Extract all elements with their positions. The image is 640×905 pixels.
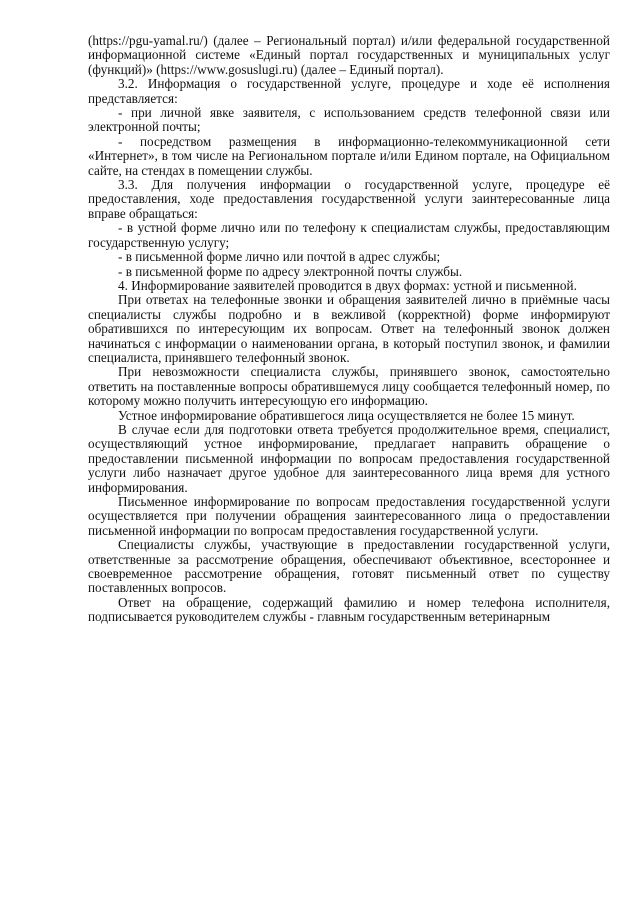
document-page bbox=[88, 34, 610, 625]
paragraph-4: 4. Информирование заявителей проводится в двух формах: устной и письменной. bbox=[118, 277, 577, 293]
paragraph-3-2: 3.2. Информация о государственной услуге, процедуре и ходе её исполнения представляется: bbox=[88, 76, 610, 106]
paragraph-cannot-answer: При невозможности специалиста службы, принявшего звонок, самостоятельно ответить на поставленные вопросы обратившемуся лицу сообщается телефонный номер, по которому можно получить интересующую его информацию. bbox=[88, 364, 610, 409]
paragraph-specialists: Специалисты службы, участвующие в предоставлении государственной услуги, ответственные за рассмотрение обращения, обеспечивают объективное, всестороннее и своевременное рассмотрение обращения, готовят письменный ответ по существу поставленных вопросов. bbox=[88, 537, 610, 596]
list-item-written-mail: - в письменной форме лично или почтой в адрес службы; bbox=[118, 249, 441, 265]
paragraph-answer-signed: Ответ на обращение, содержащий фамилию и номер телефона исполнителя, подписывается руководителем службы - главным государственным ветеринарным bbox=[88, 594, 610, 625]
list-item-personal-visit: - при личной явке заявителя, с использованием средств телефонной связи или электронной почты; bbox=[88, 105, 610, 135]
list-item-oral-form: - в устной форме лично или по телефону к специалистам службы, предоставляющим государственную услугу; bbox=[88, 220, 610, 250]
paragraph-written-informing: Письменное информирование по вопросам предоставления государственной услуги осуществляется при получении обращения заинтересованного лица о предоставлении письменной информации по вопросам предоставления государственной услуги. bbox=[88, 494, 610, 538]
list-item-written-email: - в письменной форме по адресу электронной почты службы. bbox=[118, 263, 463, 279]
paragraph-3-3: 3.3. Для получения информации о государственной услуге, процедуре её предоставления, ходе предоставления государственной услуги заинтересованные лица вправе обращаться: bbox=[88, 177, 610, 221]
paragraph-portal-continuation: (https://pgu-yamal.ru/) (далее – Региональный портал) и/или федеральной государственной информационной системе «Единый портал государственных и муниципальных услуг (функций)» (https://www.gosuslugi.ru) (далее – Единый портал). bbox=[88, 33, 610, 77]
paragraph-phone-answers: При ответах на телефонные звонки и обращения заявителей лично в приёмные часы специалисты службы подробно и в вежливой (корректной) форме информируют обратившихся по интересующим их вопросам. Ответ на телефонный звонок должен начинаться с информации о наименовании органа, в который поступил звонок, и фамилии специалиста, принявшего телефонный звонок. bbox=[88, 292, 610, 365]
paragraph-long-time: В случае если для подготовки ответа требуется продолжительное время, специалист, осуществляющий устное информирование, предлагает направить обращение о предоставлении письменной информации по вопросам предоставления государственной услуги либо назначает другое удобное для заинтересованного лица время для устного информирования. bbox=[88, 421, 610, 495]
list-item-internet: - посредством размещения в информационно-телекоммуникационной сети «Интернет», в том числе на Региональном портале и/или Едином портале, на Официальном сайте, на стендах в помещении службы. bbox=[88, 133, 610, 178]
paragraph-oral-duration: Устное информирование обратившегося лица осуществляется не более 15 минут. bbox=[118, 407, 575, 423]
